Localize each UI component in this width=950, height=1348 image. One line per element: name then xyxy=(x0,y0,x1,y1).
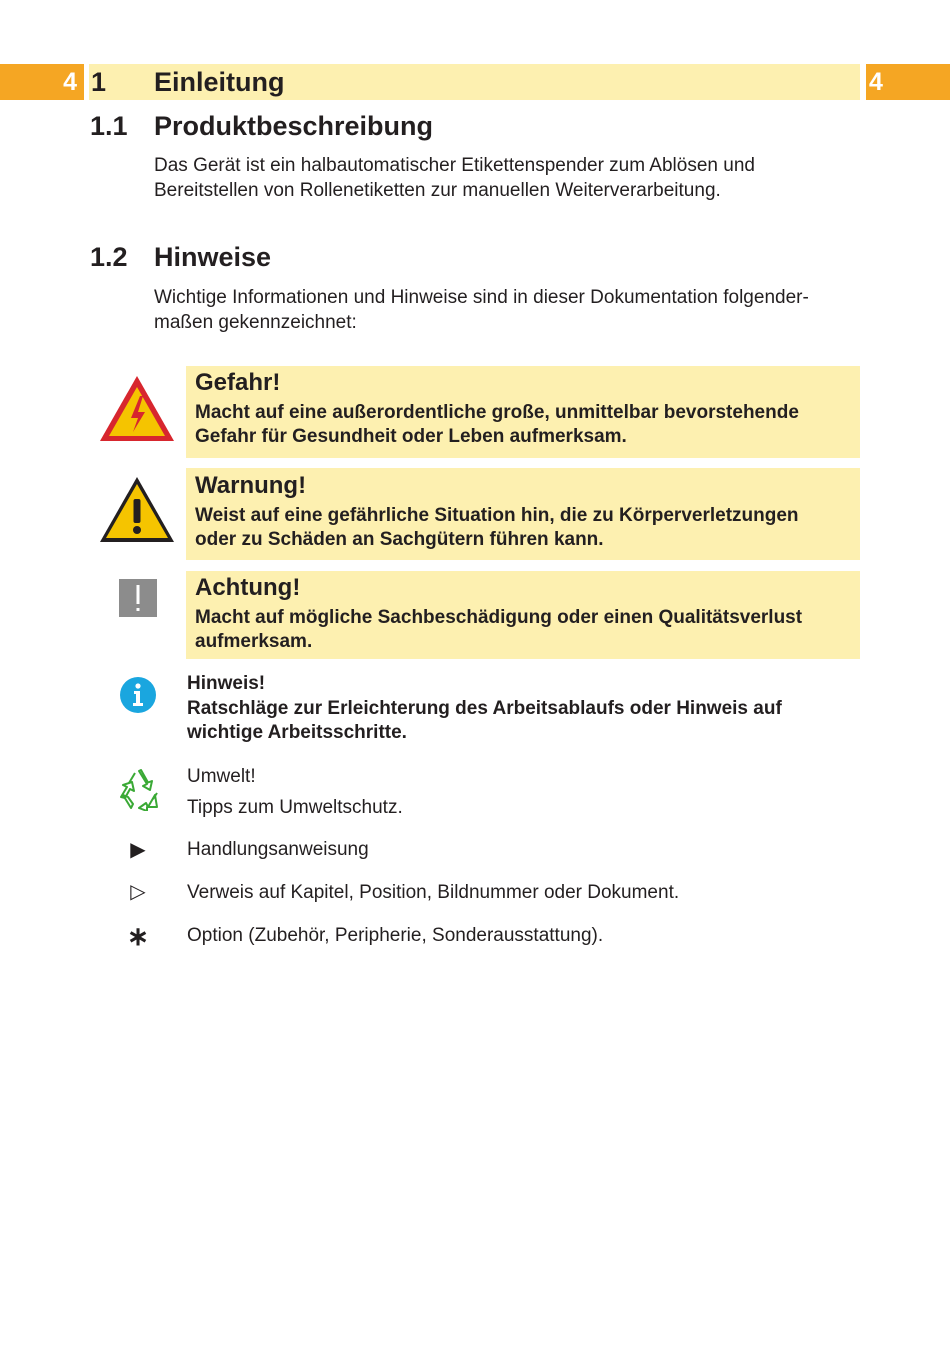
option-asterisk-icon: ∗ xyxy=(127,921,149,951)
note-text xyxy=(187,672,867,746)
instruction-text: Handlungsanweisung xyxy=(187,839,369,860)
high-voltage-warning-icon xyxy=(98,374,176,444)
caution-text xyxy=(195,606,855,654)
warning-notice xyxy=(186,468,860,560)
text-line: wichtige Arbeitsschritte. xyxy=(187,722,407,743)
text-line: maßen gekennzeichnet: xyxy=(154,312,357,333)
text-line: Gefahr für Gesundheit oder Leben aufmerksam. xyxy=(195,426,627,447)
text-line: Bereitstellen von Rollenetiketten zur manuellen Weiterverarbeitung. xyxy=(154,180,721,201)
text-line: oder zu Schäden an Sachgütern führen kann. xyxy=(195,529,604,550)
reference-arrow-icon: ▷ xyxy=(130,881,146,903)
section-1-2-number: 1.2 xyxy=(90,242,128,272)
warning-text xyxy=(195,504,855,552)
danger-text xyxy=(195,401,855,449)
info-icon xyxy=(119,676,157,714)
text-line: Das Gerät ist ein halbautomatischer Etikettenspender zum Ablösen und xyxy=(154,155,755,176)
page-number-left: 4 xyxy=(63,68,77,96)
warning-title: Warnung! xyxy=(195,472,307,499)
text-line: Weist auf eine gefährliche Situation hin, die zu Körperverletzungen xyxy=(195,505,799,526)
section-1-1-number: 1.1 xyxy=(90,111,128,141)
section-1-2-title: Hinweise xyxy=(154,242,272,272)
danger-title: Gefahr! xyxy=(195,369,281,396)
option-text: Option (Zubehör, Peripherie, Sonderausstattung). xyxy=(187,925,604,946)
environment-text: Tipps zum Umweltschutz. xyxy=(187,797,403,818)
caution-notice xyxy=(186,571,860,659)
danger-notice xyxy=(186,366,860,458)
recycle-icon xyxy=(117,767,161,811)
reference-text: Verweis auf Kapitel, Position, Bildnummer oder Dokument. xyxy=(187,882,680,903)
environment-title: Umwelt! xyxy=(187,766,256,787)
exclamation-warning-icon xyxy=(98,475,176,545)
text-line: Macht auf mögliche Sachbeschädigung oder einen Qualitätsverlust xyxy=(195,607,803,628)
page-number-right: 4 xyxy=(869,68,883,96)
grey-exclamation-icon xyxy=(119,579,157,617)
page-number-tab-left xyxy=(0,64,84,100)
note-title: Hinweis! xyxy=(187,673,266,694)
section-1-2-text xyxy=(154,285,874,335)
instruction-arrow-icon: ▶ xyxy=(130,839,146,861)
section-1-1-title: Produktbeschreibung xyxy=(154,111,434,141)
text-line: Wichtige Informationen und Hinweise sind in dieser Dokumentation folgender- xyxy=(154,287,809,308)
caution-title: Achtung! xyxy=(195,574,301,601)
section-1-1-text xyxy=(154,153,864,203)
chapter-number: 1 xyxy=(91,67,107,97)
text-line: aufmerksam. xyxy=(195,631,313,652)
text-line: Ratschläge zur Erleichterung des Arbeitsablaufs oder Hinweis auf xyxy=(187,697,782,719)
page-number-tab-right xyxy=(866,64,950,100)
chapter-title: Einleitung xyxy=(154,67,285,97)
text-line: Macht auf eine außerordentliche große, unmittelbar bevorstehende xyxy=(195,402,799,423)
